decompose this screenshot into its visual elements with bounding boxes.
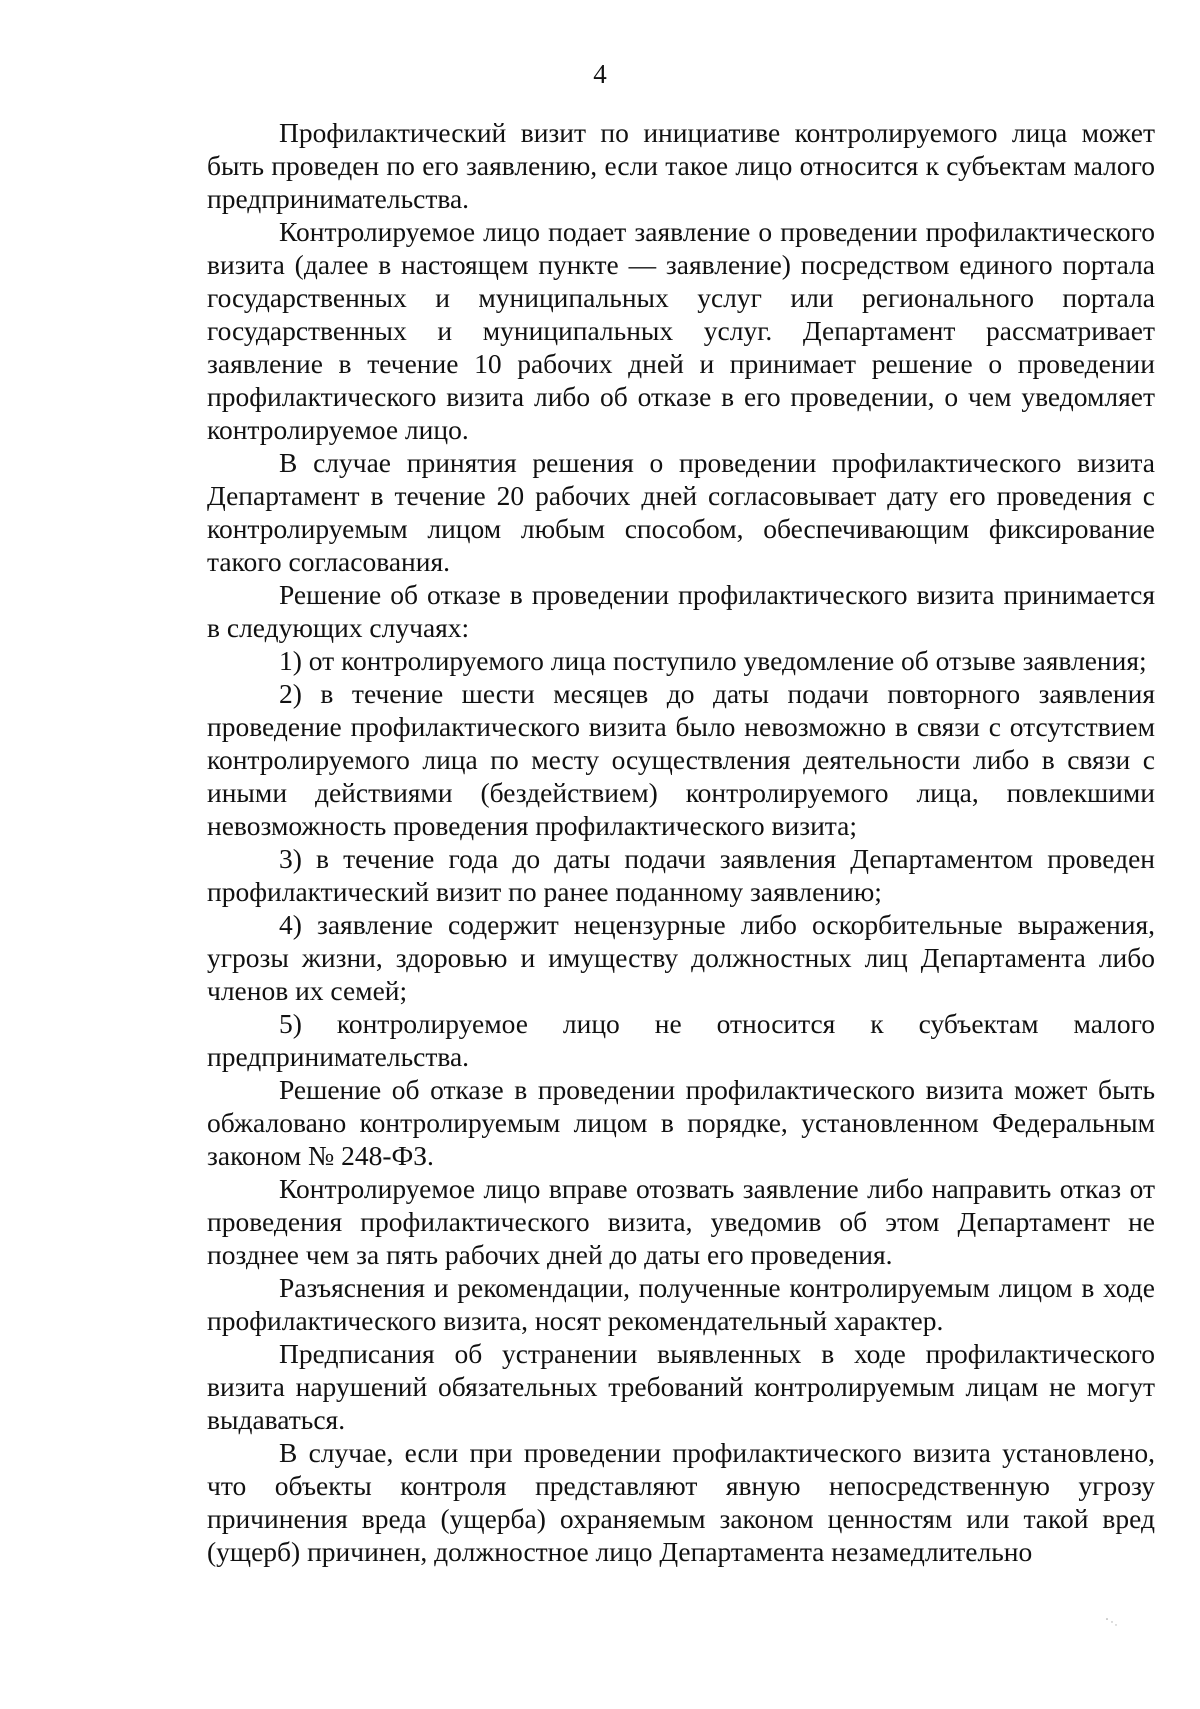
paragraph-9: В случае, если при проведении профилактического визита установлено, что объекты контроля представляют явную непосредственную угрозу причинения вреда (ущерба) охраняемым законом ценностям или такой вред (ущерб) причинен, должностное лицо Департамента незамедлительно bbox=[207, 1437, 1155, 1567]
paragraph-1: Профилактический визит по инициативе контролируемого лица может быть проведен по его заявлению, если такое лицо относится к субъектам малого предпринимательства. bbox=[207, 117, 1155, 214]
paragraph-4: Решение об отказе в проведении профилактического визита принимается в следующих случаях: bbox=[207, 579, 1155, 643]
paragraph-7: Разъяснения и рекомендации, полученные контролируемым лицом в ходе профилактического визита, носят рекомендательный характер. bbox=[207, 1272, 1155, 1336]
paragraph-3: В случае принятия решения о проведении профилактического визита Департамент в течение 20 рабочих дней согласовывает дату его проведения с контролируемым лицом любым способом, обеспечивающим фиксирование такого согласования. bbox=[207, 447, 1155, 577]
list-item-2: 2) в течение шести месяцев до даты подачи повторного заявления проведение профилактического визита было невозможно в связи с отсутствием контролируемого лица по месту осуществления деятельности либо в связи с иными действиями (бездействием) контролируемого лица, повлекшими невозможность проведения профилактического визита; bbox=[207, 678, 1155, 841]
scan-speck-mark bbox=[1104, 1617, 1118, 1627]
page-number: 4 bbox=[593, 59, 607, 89]
list-item-5: 5) контролируемое лицо не относится к субъектам малого предпринимательства. bbox=[207, 1008, 1155, 1072]
document-body bbox=[207, 116, 1155, 1568]
paragraph-5: Решение об отказе в проведении профилактического визита может быть обжаловано контролируемым лицом в порядке, установленном Федеральным законом № 248-ФЗ. bbox=[207, 1074, 1155, 1171]
paragraph-6: Контролируемое лицо вправе отозвать заявление либо направить отказ от проведения профилактического визита, уведомив об этом Департамент не позднее чем за пять рабочих дней до даты его проведения. bbox=[207, 1173, 1155, 1270]
list-item-3: 3) в течение года до даты подачи заявления Департаментом проведен профилактический визит по ранее поданному заявлению; bbox=[207, 843, 1155, 907]
list-item-1: 1) от контролируемого лица поступило уведомление об отзыве заявления; bbox=[279, 645, 1147, 676]
paragraph-8: Предписания об устранении выявленных в ходе профилактического визита нарушений обязательных требований контролируемым лицам не могут выдаваться. bbox=[207, 1338, 1155, 1435]
list-item-4: 4) заявление содержит нецензурные либо оскорбительные выражения, угрозы жизни, здоровью и имуществу должностных лиц Департамента либо членов их семей; bbox=[207, 909, 1155, 1006]
paragraph-2: Контролируемое лицо подает заявление о проведении профилактического визита (далее в настоящем пункте — заявление) посредством единого портала государственных и муниципальных услуг или регионального портала государственных и муниципальных услуг. Департамент рассматривает заявление в течение 10 рабочих дней и принимает решение о проведении профилактического визита либо об отказе в его проведении, о чем уведомляет контролируемое лицо. bbox=[207, 216, 1155, 445]
